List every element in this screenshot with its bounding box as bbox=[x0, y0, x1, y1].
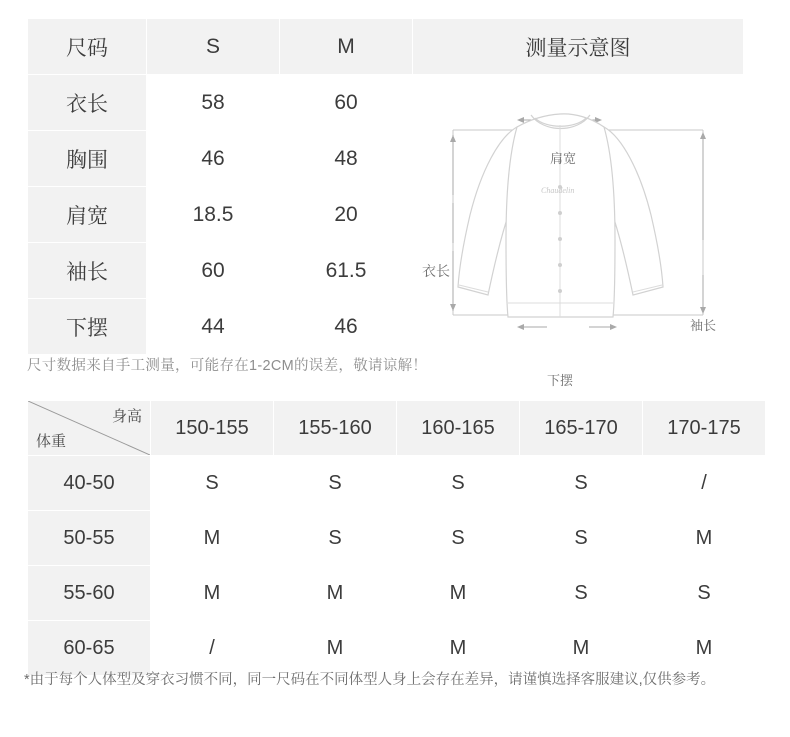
rec-header-row bbox=[28, 401, 766, 456]
corner-header bbox=[28, 401, 151, 456]
table-row bbox=[28, 511, 766, 566]
table-row bbox=[28, 456, 766, 511]
rec-row-weight-1: 40-50 bbox=[28, 456, 151, 511]
header-size-s: S bbox=[147, 19, 280, 75]
diagram-label-length: 衣长 bbox=[422, 263, 450, 279]
rec-cell-r2c3: S bbox=[397, 511, 520, 566]
corner-box bbox=[28, 401, 150, 455]
footnote-text: *由于每个人体型及穿衣习惯不同，同一尺码在不同体型人身上会存在差异，请谨慎选择客服建议,仅供参考。 bbox=[24, 672, 716, 688]
cell-bust-s: 46 bbox=[147, 131, 280, 187]
row-label-sleeve: 袖长 bbox=[28, 243, 147, 299]
cell-length-s: 58 bbox=[147, 75, 280, 131]
rec-cell-r3c1: M bbox=[151, 566, 274, 621]
corner-label-weight: 体重 bbox=[36, 433, 67, 450]
cell-shoulder-s: 18.5 bbox=[147, 187, 280, 243]
garment-illustration bbox=[413, 75, 743, 350]
rec-row-weight-4: 60-65 bbox=[28, 621, 151, 676]
rec-cell-r3c5: S bbox=[643, 566, 766, 621]
rec-cell-r1c4: S bbox=[520, 456, 643, 511]
rec-cell-r2c2: S bbox=[274, 511, 397, 566]
rec-col-header-5: 170-175 bbox=[643, 401, 766, 456]
rec-cell-r1c3: S bbox=[397, 456, 520, 511]
header-diagram: 测量示意图 bbox=[413, 19, 744, 75]
table-row bbox=[28, 75, 744, 131]
cell-sleeve-s: 60 bbox=[147, 243, 280, 299]
rec-cell-r2c4: S bbox=[520, 511, 643, 566]
rec-cell-r3c4: S bbox=[520, 566, 643, 621]
row-label-length: 衣长 bbox=[28, 75, 147, 131]
cell-bust-m: 48 bbox=[280, 131, 413, 187]
row-label-bust: 胸围 bbox=[28, 131, 147, 187]
row-label-hem: 下摆 bbox=[28, 299, 147, 355]
diagram-label-hem: 下摆 bbox=[547, 373, 574, 388]
rec-cell-r3c3: M bbox=[397, 566, 520, 621]
size-recommendation-table bbox=[27, 400, 766, 676]
measurement-note: 尺寸数据来自手工测量，可能存在1-2CM的误差，敬请谅解！ bbox=[27, 358, 428, 374]
rec-col-header-2: 155-160 bbox=[274, 401, 397, 456]
corner-label-height: 身高 bbox=[111, 408, 142, 425]
cell-length-m: 60 bbox=[280, 75, 413, 131]
diagram-label-sleeve: 袖长 bbox=[690, 318, 717, 333]
rec-cell-r4c4: M bbox=[520, 621, 643, 676]
cell-hem-m: 46 bbox=[280, 299, 413, 355]
brand-script-text: Chaudelin bbox=[541, 186, 575, 195]
cell-sleeve-m: 61.5 bbox=[280, 243, 413, 299]
rec-cell-r1c2: S bbox=[274, 456, 397, 511]
rec-col-header-1: 150-155 bbox=[151, 401, 274, 456]
header-size: 尺码 bbox=[28, 19, 147, 75]
rec-cell-r4c2: M bbox=[274, 621, 397, 676]
rec-cell-r4c1: / bbox=[151, 621, 274, 676]
row-label-shoulder: 肩宽 bbox=[28, 187, 147, 243]
diagram-label-shoulder: 肩宽 bbox=[550, 151, 577, 166]
cell-shoulder-m: 20 bbox=[280, 187, 413, 243]
rec-col-header-3: 160-165 bbox=[397, 401, 520, 456]
diagram-wrap bbox=[413, 75, 743, 388]
rec-cell-r1c1: S bbox=[151, 456, 274, 511]
rec-cell-r4c3: M bbox=[397, 621, 520, 676]
rec-row-weight-2: 50-55 bbox=[28, 511, 151, 566]
rec-row-weight-3: 55-60 bbox=[28, 566, 151, 621]
table-header-row bbox=[28, 19, 744, 75]
rec-cell-r1c5: / bbox=[643, 456, 766, 511]
cell-hem-s: 44 bbox=[147, 299, 280, 355]
rec-cell-r3c2: M bbox=[274, 566, 397, 621]
rec-cell-r4c5: M bbox=[643, 621, 766, 676]
rec-cell-r2c5: M bbox=[643, 511, 766, 566]
table-row bbox=[28, 566, 766, 621]
header-size-m: M bbox=[280, 19, 413, 75]
measurement-diagram bbox=[413, 75, 744, 388]
rec-cell-r2c1: M bbox=[151, 511, 274, 566]
rec-col-header-4: 165-170 bbox=[520, 401, 643, 456]
